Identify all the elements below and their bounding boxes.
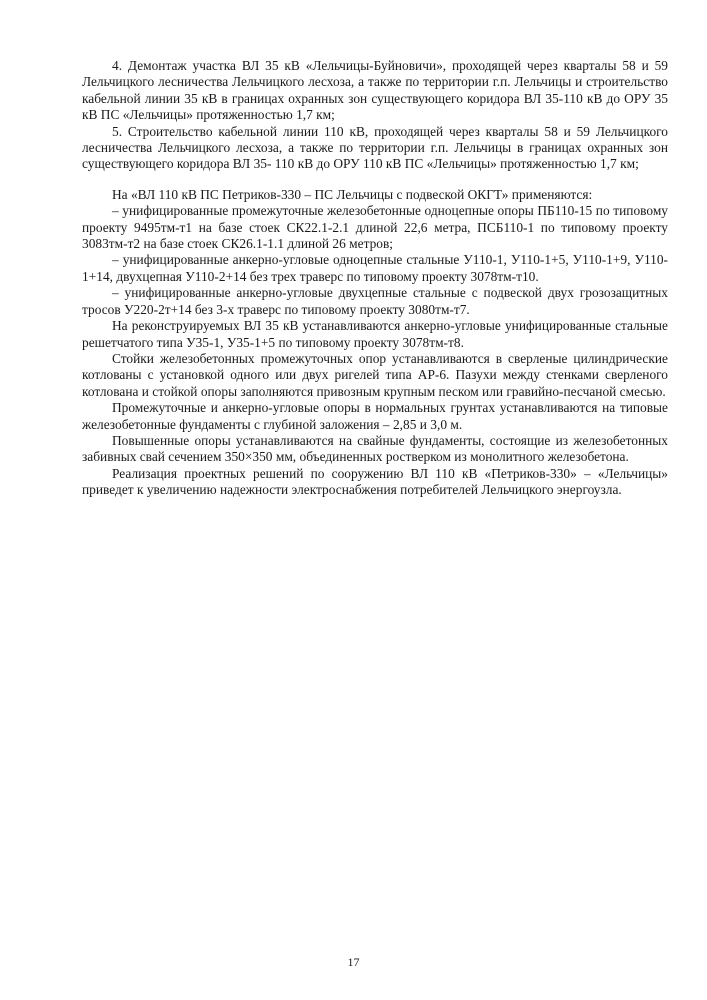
paragraph-pillar-installation: Стойки железобетонных промежуточных опор устанавливаются в сверленые цилиндрические котлованы с установкой одного или двух ригелей типа АР-6. Пазухи между стенками сверленого котлована и стойкой опоры заполняются привозным крупным песком или гравийно-песчаной смесью. bbox=[82, 350, 668, 399]
paragraph-item-5: 5. Строительство кабельной линии 110 кВ, проходящей через кварталы 58 и 59 Лельчицкого лесничества Лельчицкого лесхоза, а также по территории г.п. Лельчицы в границах охранных зон существующего коридора ВЛ 35- 110 кВ до ОРУ 110 кВ ПС «Лельчицы» протяженностью 1,7 км; bbox=[82, 123, 668, 172]
page-number: 17 bbox=[347, 955, 360, 969]
paragraph-foundations-normal: Промежуточные и анкерно-угловые опоры в нормальных грунтах устанавливаются на типовые железобетонные фундаменты с глубиной заложения – 2,85 и 3,0 м. bbox=[82, 400, 668, 432]
paragraph-anchor-single-circuit: – унифицированные анкерно-угловые одноцепные стальные У110-1, У110-1+5, У110-1+9, У110-1+14, двухцепная У110-2+14 без трех траверс по типовому проекту 3078тм-т10. bbox=[82, 252, 668, 284]
paragraph-pile-foundations: Повышенные опоры устанавливаются на свайные фундаменты, состоящие из железобетонных забивных свай сечением 350×350 мм, объединенных ростверком из монолитного железобетона. bbox=[82, 432, 668, 465]
paragraph-applied-supports-intro: На «ВЛ 110 кВ ПС Петриков-330 – ПС Лельчицы с подвеской ОКГТ» применяются: bbox=[112, 186, 593, 202]
paragraph-item-4: 4. Демонтаж участка ВЛ 35 кВ «Лельчицы-Буйновичи», проходящей через кварталы 58 и 59 Лельчицкого лесничества Лельчицкого лесхоза, а также по территории г.п. Лельчицы и строительство кабельной линии 35 кВ в границах охранных зон существующего коридора ВЛ 35-110 кВ до ОРУ 35 кВ ПС «Лельчицы» протяженностью 1,7 км; bbox=[82, 58, 668, 123]
paragraph-conclusion: Реализация проектных решений по сооружению ВЛ 110 кВ «Петриков-330» – «Лельчицы» приведет к увеличению надежности электроснабжения потребителей Лельчицкого энергоузла. bbox=[82, 465, 668, 498]
paragraph-reconstructed-35kv: На реконструируемых ВЛ 35 кВ устанавливаются анкерно-угловые унифицированные стальные решетчатого типа У35-1, У35-1+5 по типовому проекту 3078тм-т8. bbox=[82, 318, 668, 350]
document-body bbox=[82, 58, 668, 499]
paragraph-anchor-double-circuit: – унифицированные анкерно-угловые двухцепные стальные с подвеской двух грозозащитных тросов У220-2т+14 без 3-х траверс по типовому проекту 3080тм-т7. bbox=[82, 285, 668, 317]
paragraph-intermediate-supports: – унифицированные промежуточные железобетонные одноцепные опоры ПБ110-15 по типовому проекту 9495тм-т1 на базе стоек СК22.1-2.1 длиной 22,6 метра, ПСБ110-1 по типовому проекту 3083тм-т2 на базе стоек СК26.1-1.1 длиной 26 метров; bbox=[82, 203, 668, 252]
